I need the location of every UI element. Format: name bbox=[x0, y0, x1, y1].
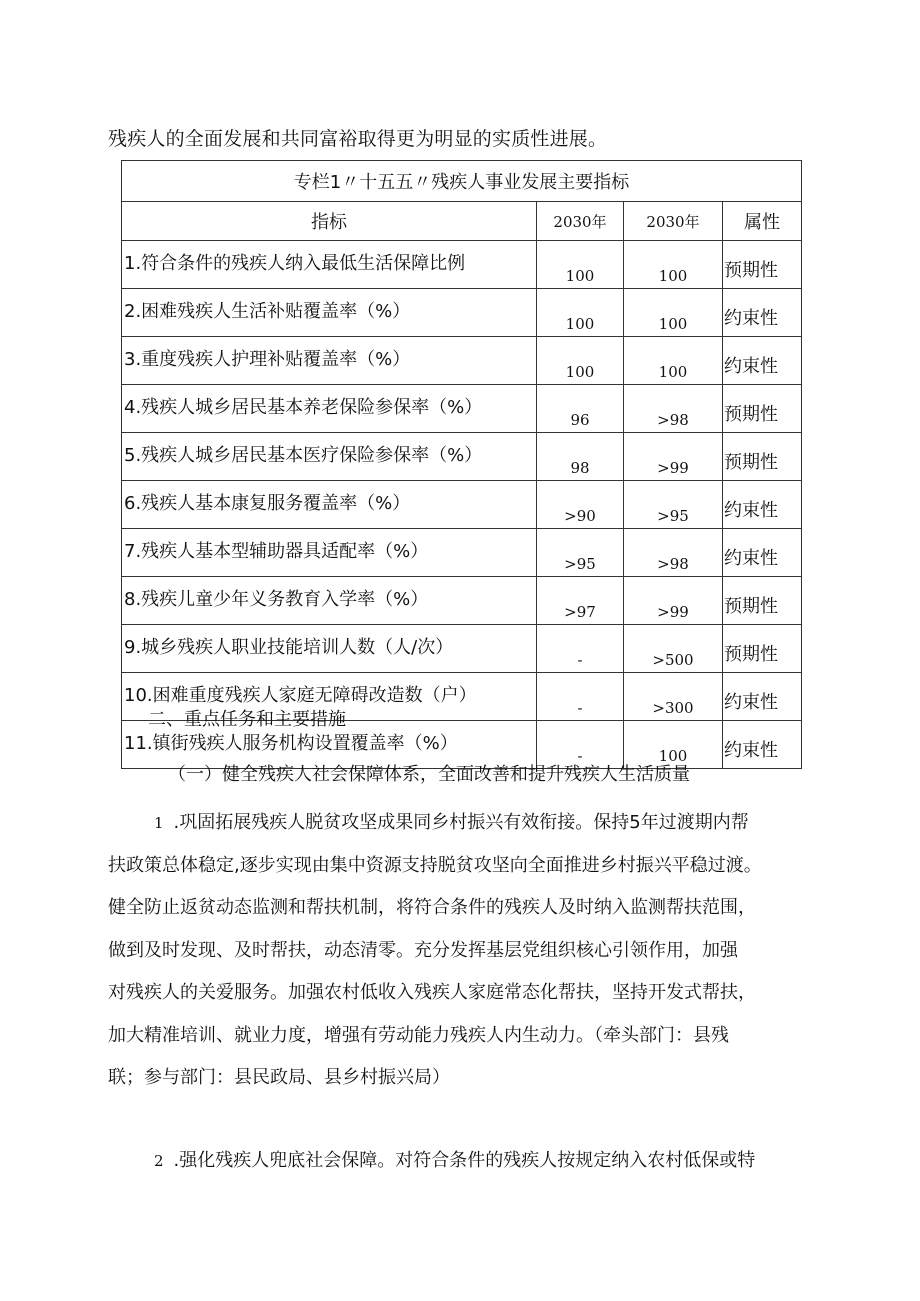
value-2030-a: >95 bbox=[537, 529, 624, 577]
table-row bbox=[122, 385, 802, 433]
paragraph-2-text: .强化残疾人兜底社会保障。对符合条件的残疾人按规定纳入农村低保或特 bbox=[173, 1150, 756, 1171]
value-2030-a: 96 bbox=[537, 385, 624, 433]
value-2030-b: >300 bbox=[624, 673, 723, 721]
value-2030-a: >97 bbox=[537, 577, 624, 625]
paragraph-1-line: 健全防止返贫动态监测和帮扶机制，将符合条件的残疾人及时纳入监测帮扶范围， bbox=[108, 897, 756, 918]
table-row bbox=[122, 289, 802, 337]
value-2030-b: >98 bbox=[624, 529, 723, 577]
value-2030-a: 100 bbox=[537, 337, 624, 385]
table-row bbox=[122, 337, 802, 385]
value-2030-b: 100 bbox=[624, 337, 723, 385]
indicator-name: 11.镇街残疾人服务机构设置覆盖率（%） bbox=[122, 721, 537, 769]
value-2030-a: - bbox=[537, 625, 624, 673]
attribute: 预期性 bbox=[723, 625, 802, 673]
value-2030-b: 100 bbox=[624, 289, 723, 337]
attribute: 约束性 bbox=[723, 673, 802, 721]
attribute: 预期性 bbox=[723, 385, 802, 433]
table-row bbox=[122, 577, 802, 625]
value-2030-a: - bbox=[537, 673, 624, 721]
value-2030-a: - bbox=[537, 721, 624, 769]
table-header-row bbox=[122, 202, 802, 241]
paragraph-2 bbox=[108, 1140, 828, 1182]
attribute: 约束性 bbox=[723, 481, 802, 529]
table-row bbox=[122, 481, 802, 529]
paragraph-1-number: 1 bbox=[154, 814, 164, 832]
table-row bbox=[122, 625, 802, 673]
paragraph-1 bbox=[108, 802, 828, 1100]
indicator-name: 9.城乡残疾人职业技能培训人数（人/次） bbox=[122, 625, 537, 673]
indicator-name: 3.重度残疾人护理补贴覆盖率（%） bbox=[122, 337, 537, 385]
value-2030-b: 100 bbox=[624, 721, 723, 769]
attribute: 预期性 bbox=[723, 241, 802, 289]
sub-title: （一）健全残疾人社会保障体系，全面改善和提升残疾人生活质量 bbox=[168, 764, 690, 785]
table-caption: 专栏1〃十五五〃残疾人事业发展主要指标 bbox=[122, 161, 802, 202]
header-indicator: 指标 bbox=[122, 202, 537, 241]
indicator-name: 4.残疾人城乡居民基本养老保险参保率（%） bbox=[122, 385, 537, 433]
indicator-name: 2.困难残疾人生活补贴覆盖率（%） bbox=[122, 289, 537, 337]
paragraph-1-line: 1 .巩固拓展残疾人脱贫攻坚成果同乡村振兴有效衔接。保持5年过渡期内帮 bbox=[154, 812, 749, 833]
header-attribute: 属性 bbox=[723, 202, 802, 241]
intro-line: 残疾人的全面发展和共同富裕取得更为明显的实质性进展。 bbox=[108, 128, 608, 150]
value-2030-b: 100 bbox=[624, 241, 723, 289]
indicator-name: 10.困难重度残疾人家庭无障碍改造数（户） bbox=[122, 673, 537, 721]
value-2030-a: 98 bbox=[537, 433, 624, 481]
indicator-name: 8.残疾儿童少年义务教育入学率（%） bbox=[122, 577, 537, 625]
indicator-name: 7.残疾人基本型辅助器具适配率（%） bbox=[122, 529, 537, 577]
paragraph-2-number: 2 bbox=[154, 1152, 164, 1170]
paragraph-1-line: 做到及时发现、及时帮扶，动态清零。充分发挥基层党组织核心引领作用，加强 bbox=[108, 939, 738, 961]
indicator-name: 5.残疾人城乡居民基本医疗保险参保率（%） bbox=[122, 433, 537, 481]
value-2030-b: >95 bbox=[624, 481, 723, 529]
attribute: 约束性 bbox=[723, 529, 802, 577]
indicator-name: 1.符合条件的残疾人纳入最低生活保障比例 bbox=[122, 241, 537, 289]
table-row bbox=[122, 529, 802, 577]
value-2030-b: >99 bbox=[624, 433, 723, 481]
attribute: 预期性 bbox=[723, 577, 802, 625]
section-title: 二、重点任务和主要措施 bbox=[148, 709, 346, 730]
table-row bbox=[122, 241, 802, 289]
value-2030-b: >99 bbox=[624, 577, 723, 625]
paragraph-1-line: 加大精准培训、就业力度，增强有劳动能力残疾人内生动力。（牵头部门：县残 bbox=[108, 1024, 729, 1046]
attribute: 约束性 bbox=[723, 721, 802, 769]
value-2030-a: 100 bbox=[537, 241, 624, 289]
value-2030-a: 100 bbox=[537, 289, 624, 337]
value-2030-b: >98 bbox=[624, 385, 723, 433]
paragraph-1-line: 对残疾人的关爱服务。加强农村低收入残疾人家庭常态化帮扶，坚持开发式帮扶， bbox=[108, 982, 756, 1003]
indicators-table bbox=[121, 160, 802, 769]
value-2030-b: >500 bbox=[624, 625, 723, 673]
header-year-1: 2030年 bbox=[537, 202, 624, 241]
header-year-2: 2030年 bbox=[624, 202, 723, 241]
attribute: 预期性 bbox=[723, 433, 802, 481]
attribute: 约束性 bbox=[723, 289, 802, 337]
paragraph-1-line: 扶政策总体稳定,逐步实现由集中资源支持脱贫攻坚向全面推进乡村振兴平稳过渡。 bbox=[108, 854, 762, 876]
attribute: 约束性 bbox=[723, 337, 802, 385]
indicator-name: 6.残疾人基本康复服务覆盖率（%） bbox=[122, 481, 537, 529]
paragraph-1-line: 联；参与部门：县民政局、县乡村振兴局） bbox=[108, 1067, 450, 1088]
value-2030-a: >90 bbox=[537, 481, 624, 529]
table-row bbox=[122, 433, 802, 481]
